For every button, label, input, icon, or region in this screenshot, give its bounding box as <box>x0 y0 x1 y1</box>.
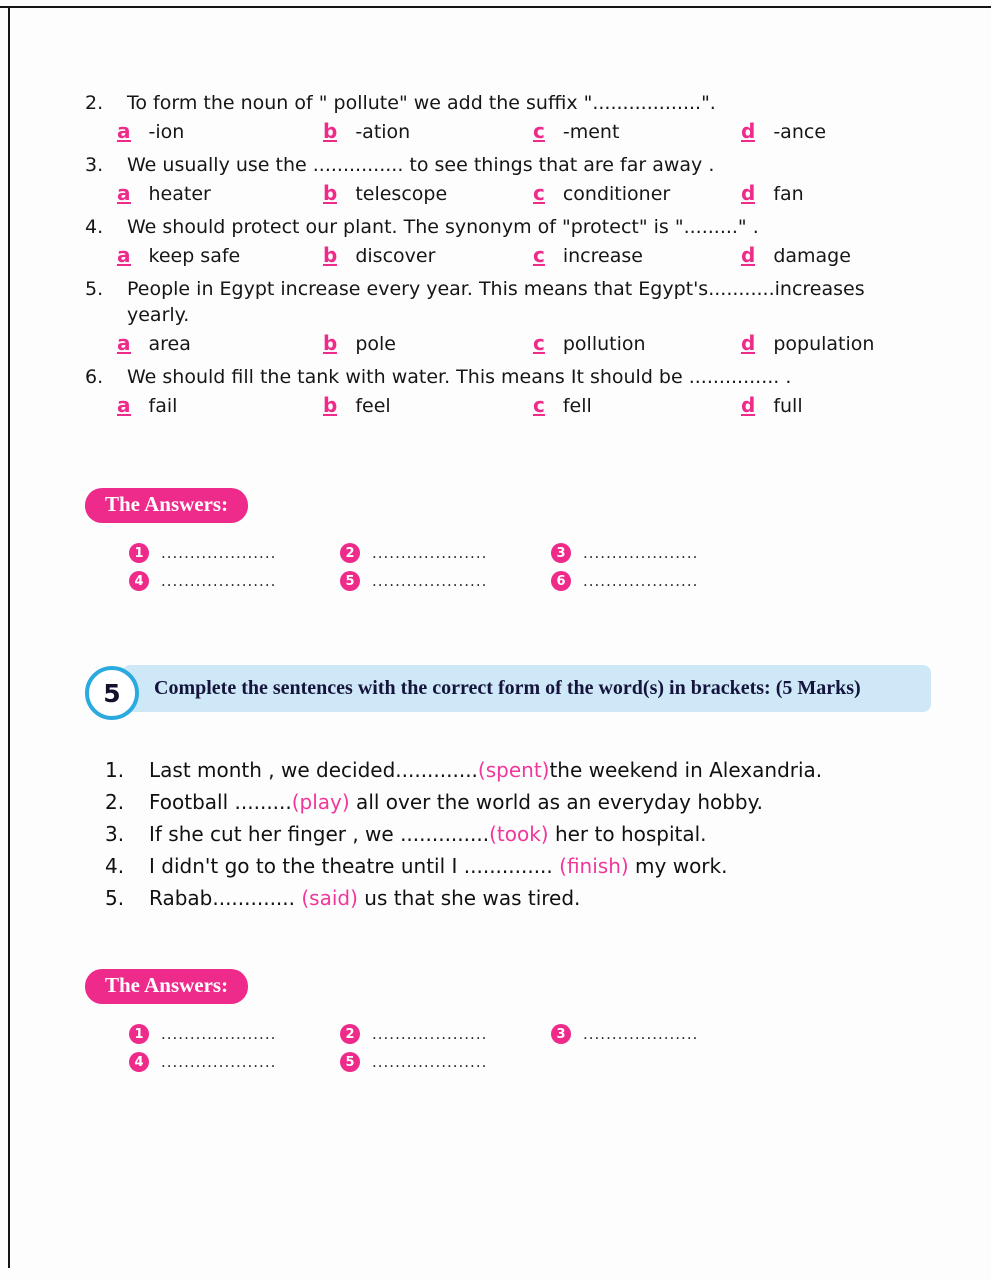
option-letter: d <box>741 393 756 417</box>
option-d <box>741 331 931 357</box>
sentence-pre: Rabab............. <box>149 886 302 910</box>
answers-row <box>129 1052 931 1072</box>
question-number: 5. <box>85 278 104 300</box>
option-label: full <box>773 395 803 417</box>
question-text: People in Egypt increase every year. This means that Egypt's...........increases yearly. <box>127 278 865 326</box>
sentence-list <box>105 757 931 911</box>
sentence-pre: If she cut her finger , we .............. <box>149 822 490 846</box>
option-label: conditioner <box>562 183 671 205</box>
option-label: heater <box>148 183 211 205</box>
answer-number-circle: 1 <box>129 1024 149 1044</box>
bracket-word: (play) <box>291 790 350 814</box>
answers-grid <box>129 1024 931 1072</box>
question-text: To form the noun of " pollute" we add the suffix "..................". <box>127 92 716 114</box>
question-row <box>85 364 931 390</box>
answer-dotted-line: .................... <box>161 544 277 562</box>
answer-dotted-line: .................... <box>583 544 699 562</box>
bracket-word: (took) <box>489 822 549 846</box>
option-c <box>533 331 741 357</box>
answer-number-circle: 2 <box>340 543 360 563</box>
sentence-number: 1. <box>105 758 125 782</box>
options-row <box>85 331 931 357</box>
options-row <box>85 119 931 145</box>
answer-slot <box>551 1024 762 1044</box>
options-row <box>85 243 931 269</box>
option-b <box>323 331 533 357</box>
sentence-post: her to hospital. <box>548 822 707 846</box>
sentence-post: the weekend in Alexandria. <box>549 758 823 782</box>
answer-dotted-line: .................... <box>583 572 699 590</box>
option-label: area <box>148 333 191 355</box>
option-b <box>323 393 533 419</box>
answers-row <box>129 543 931 563</box>
option-label: -ion <box>148 121 185 143</box>
option-letter: a <box>117 393 131 417</box>
answer-number-circle: 5 <box>340 571 360 591</box>
question-row <box>85 214 931 240</box>
question-row <box>85 276 931 328</box>
sentence-post: us that she was tired. <box>357 886 581 910</box>
option-letter: b <box>323 119 338 143</box>
option-letter: d <box>741 331 756 355</box>
answer-number-circle: 2 <box>340 1024 360 1044</box>
option-letter: a <box>117 331 131 355</box>
sentence-text <box>149 821 931 847</box>
answer-slot <box>340 1052 551 1072</box>
option-label: discover <box>355 245 436 267</box>
option-b <box>323 243 533 269</box>
sentence-text <box>149 885 931 911</box>
sentence-pre: Last month , we decided............. <box>149 758 478 782</box>
options-row <box>85 181 931 207</box>
option-letter: d <box>741 181 756 205</box>
section-header <box>85 665 931 721</box>
question-row <box>85 152 931 178</box>
answers-badge: The Answers: <box>85 969 248 1004</box>
option-d <box>741 181 931 207</box>
sentence-item <box>105 885 931 911</box>
sentence-text <box>149 853 931 879</box>
page-border-left <box>8 6 10 1268</box>
option-label: fail <box>148 395 178 417</box>
answer-dotted-line: .................... <box>372 1025 488 1043</box>
option-c <box>533 393 741 419</box>
option-letter: d <box>741 243 756 267</box>
answer-number-circle: 4 <box>129 1052 149 1072</box>
option-label: -ance <box>773 121 827 143</box>
answer-dotted-line: .................... <box>372 1053 488 1071</box>
option-c <box>533 181 741 207</box>
option-label: population <box>773 333 875 355</box>
option-a <box>117 393 323 419</box>
sentence-pre: I didn't go to the theatre until I .............. <box>149 854 560 878</box>
option-a <box>117 331 323 357</box>
sentence-number: 4. <box>105 854 125 878</box>
answer-number-circle: 6 <box>551 571 571 591</box>
sentence-text <box>149 757 931 783</box>
option-label: pole <box>355 333 396 355</box>
sentence-number: 3. <box>105 822 125 846</box>
answer-dotted-line: .................... <box>161 1053 277 1071</box>
option-label: feel <box>355 395 391 417</box>
option-a <box>117 181 323 207</box>
option-letter: b <box>323 331 338 355</box>
answer-slot <box>340 1024 551 1044</box>
answer-slot <box>129 571 340 591</box>
option-label: telescope <box>355 183 448 205</box>
sentence-pre: Football ......... <box>149 790 292 814</box>
question-text: We should protect our plant. The synonym of "protect" is "........." . <box>127 216 759 238</box>
answers-badge: The Answers: <box>85 488 248 523</box>
answer-number-circle: 3 <box>551 543 571 563</box>
answer-dotted-line: .................... <box>583 1025 699 1043</box>
sentence-number: 5. <box>105 886 125 910</box>
page-border-top <box>0 6 991 8</box>
answer-dotted-line: .................... <box>372 544 488 562</box>
option-letter: c <box>533 393 545 417</box>
sentence-number: 2. <box>105 790 125 814</box>
question-row <box>85 90 931 116</box>
option-d <box>741 393 931 419</box>
sentence-post: my work. <box>628 854 728 878</box>
sentence-item <box>105 789 931 815</box>
bracket-word: (finish) <box>559 854 629 878</box>
option-b <box>323 119 533 145</box>
option-c <box>533 119 741 145</box>
option-d <box>741 119 931 145</box>
sentence-item <box>105 757 931 783</box>
answer-number-circle: 3 <box>551 1024 571 1044</box>
sentence-item <box>105 821 931 847</box>
options-row <box>85 393 931 419</box>
option-letter: b <box>323 393 338 417</box>
answer-slot <box>340 571 551 591</box>
option-d <box>741 243 931 269</box>
bracket-word: (spent) <box>477 758 550 782</box>
sentence-item <box>105 853 931 879</box>
option-label: pollution <box>562 333 646 355</box>
option-label: -ment <box>562 121 620 143</box>
option-b <box>323 181 533 207</box>
answer-number-circle: 4 <box>129 571 149 591</box>
answer-slot <box>129 1024 340 1044</box>
option-label: damage <box>773 245 851 267</box>
option-a <box>117 119 323 145</box>
option-c <box>533 243 741 269</box>
option-label: fan <box>773 183 804 205</box>
option-label: -ation <box>355 121 411 143</box>
answer-dotted-line: .................... <box>161 572 277 590</box>
answer-number-circle: 5 <box>340 1052 360 1072</box>
answer-slot <box>551 543 762 563</box>
answers-row <box>129 571 931 591</box>
question-text: We usually use the ............... to see things that are far away . <box>127 154 715 176</box>
question-number: 6. <box>85 366 104 388</box>
answer-slot <box>340 543 551 563</box>
bracket-word: (said) <box>301 886 358 910</box>
option-letter: c <box>533 119 545 143</box>
answer-slot <box>129 543 340 563</box>
page-content <box>85 90 931 1080</box>
question-number: 4. <box>85 216 104 238</box>
section-number-badge: 5 <box>85 666 139 720</box>
sentence-post: all over the world as an everyday hobby. <box>349 790 763 814</box>
answer-slot <box>551 571 762 591</box>
answer-dotted-line: .................... <box>372 572 488 590</box>
option-a <box>117 243 323 269</box>
option-letter: c <box>533 243 545 267</box>
question-text: We should fill the tank with water. This means It should be ............... . <box>127 366 792 388</box>
option-letter: c <box>533 181 545 205</box>
option-label: fell <box>562 395 592 417</box>
option-label: keep safe <box>148 245 241 267</box>
option-letter: d <box>741 119 756 143</box>
option-letter: b <box>323 243 338 267</box>
option-label: increase <box>562 245 643 267</box>
option-letter: a <box>117 181 131 205</box>
answers-row <box>129 1024 931 1044</box>
sentence-text <box>149 789 931 815</box>
option-letter: a <box>117 243 131 267</box>
answer-dotted-line: .................... <box>161 1025 277 1043</box>
answer-slot <box>129 1052 340 1072</box>
question-number: 2. <box>85 92 104 114</box>
option-letter: a <box>117 119 131 143</box>
section-title: Complete the sentences with the correct form of the word(s) in brackets: (5 Marks) <box>122 665 931 712</box>
answer-number-circle: 1 <box>129 543 149 563</box>
question-number: 3. <box>85 154 104 176</box>
option-letter: c <box>533 331 545 355</box>
option-letter: b <box>323 181 338 205</box>
answers-grid <box>129 543 931 591</box>
